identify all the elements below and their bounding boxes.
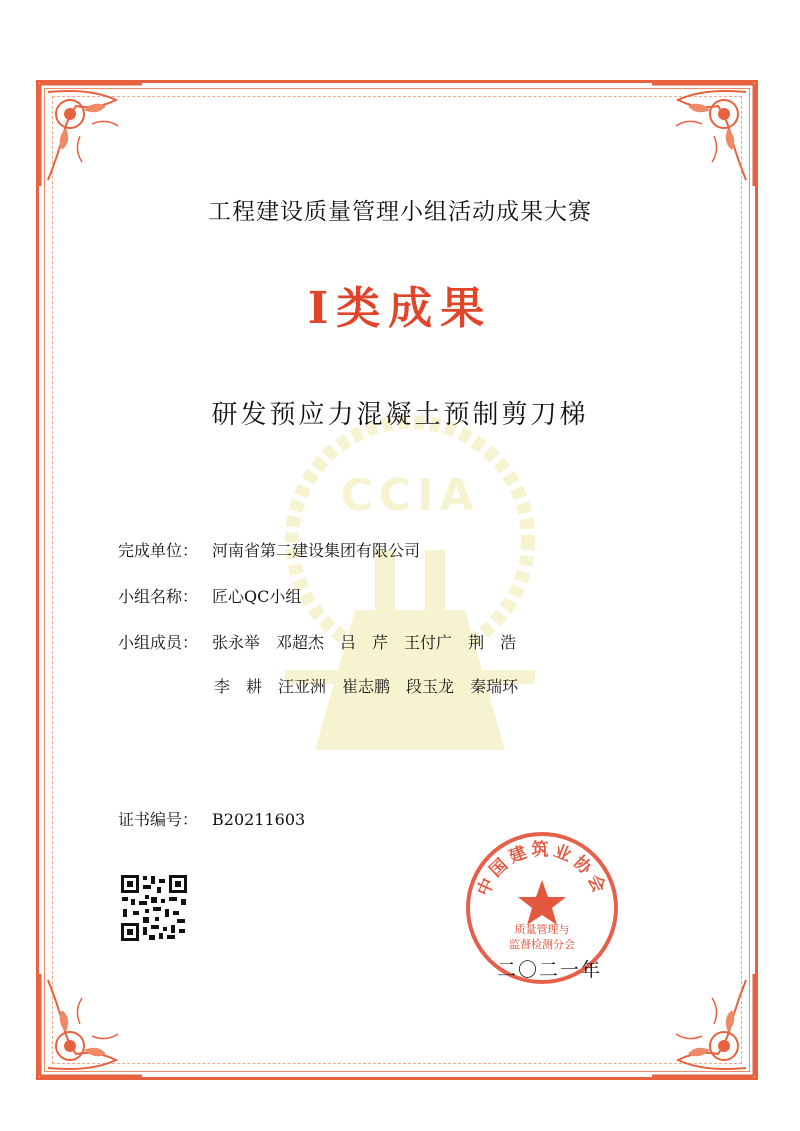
group-name-row: [118, 584, 301, 607]
corner-ornament-icon: [648, 970, 758, 1080]
member-name: 崔志鹏: [342, 677, 391, 696]
member-name: 张永举: [212, 633, 261, 652]
group-members-row: [118, 630, 532, 653]
corner-ornament-icon: [36, 80, 146, 190]
member-name: 邓超杰: [276, 633, 325, 652]
seal-subtitle-line: 质量管理与: [514, 923, 570, 936]
group-name-value: 匠心QC小组: [212, 587, 302, 606]
corner-ornament-icon: [648, 80, 758, 190]
issue-date: 二〇二一年: [497, 959, 603, 981]
seal-subtitle-line: 监督检测分会: [509, 938, 575, 951]
certificate-number-row: [118, 807, 305, 830]
seal-ring-text: 中国建筑业协会: [473, 840, 611, 900]
watermark-text: CCIA: [340, 470, 480, 521]
completion-unit-label: 完成单位：: [118, 541, 199, 560]
certificate-number-label: 证书编号：: [118, 810, 199, 829]
member-name: 段玉龙: [406, 677, 455, 696]
competition-title: 工程建设质量管理小组活动成果大赛: [208, 199, 592, 225]
member-name: 汪亚洲: [278, 677, 327, 696]
member-name: 秦瑞环: [470, 677, 519, 696]
group-members-label: 小组成员：: [118, 633, 199, 652]
completion-unit-row: [118, 538, 420, 561]
project-title: 研发预应力混凝土预制剪刀梯: [211, 400, 589, 430]
member-name: 荆 浩: [468, 633, 517, 652]
member-name: 李 耕: [214, 677, 263, 696]
group-members-row-2: [214, 674, 534, 697]
award-category: Ⅰ类成果: [307, 283, 493, 334]
certificate-number-value: B20211603: [212, 810, 306, 829]
seal-subtitle: [506, 922, 578, 952]
completion-unit-value: 河南省第二建设集团有限公司: [212, 541, 421, 560]
member-name: 吕 芹: [340, 633, 389, 652]
qr-code-icon[interactable]: [119, 873, 189, 943]
member-name: 王付广: [404, 633, 453, 652]
group-name-label: 小组名称：: [118, 587, 199, 606]
corner-ornament-icon: [36, 970, 146, 1080]
